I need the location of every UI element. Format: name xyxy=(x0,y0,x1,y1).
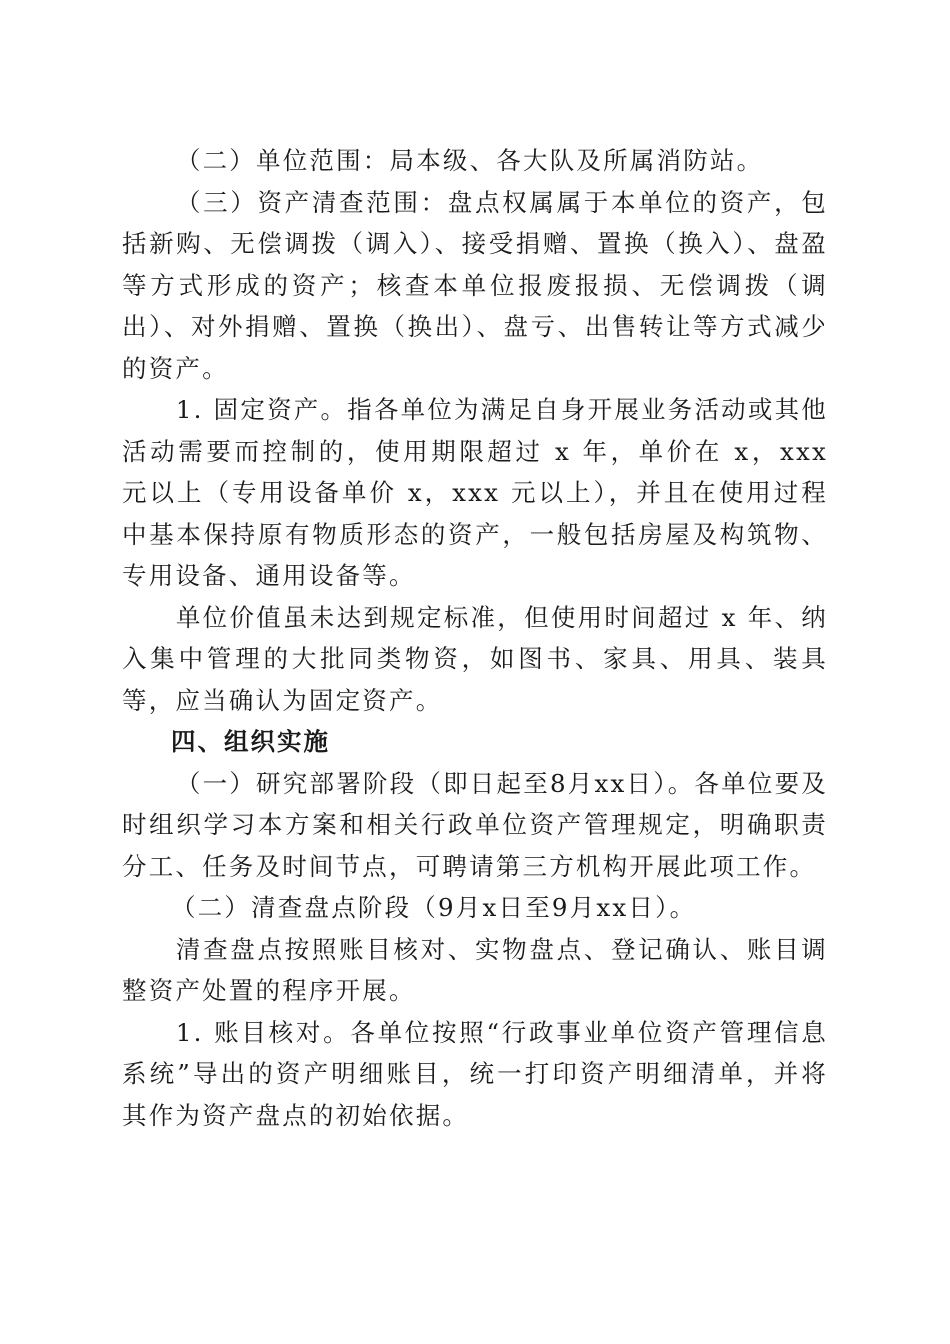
paragraph-account-check: 1. 账目核对。各单位按照“行政事业单位资产管理信息系统”导出的资产明细账目，统一打印资产明细清单，并将其作为资产盘点的初始依据。 xyxy=(122,1017,828,1130)
paragraph-unit-scope: （二）单位范围：局本级、各大队及所属消防站。 xyxy=(175,146,764,175)
document-body xyxy=(122,140,828,1136)
paragraph-inventory-procedure: 清查盘点按照账目核对、实物盘点、登记确认、账目调整资产处置的程序开展。 xyxy=(122,934,828,1005)
paragraph-fixed-assets-note: 单位价值虽未达到规定标准，但使用时间超过 x 年、纳入集中管理的大批同类物资，如图书、家具、用具、装具等，应当确认为固定资产。 xyxy=(122,602,828,715)
paragraph-research-phase: （一）研究部署阶段（即日起至8月xx日）。各单位要及时组织学习本方案和相关行政单位资产管理规定，明确职责分工、任务及时间节点，可聘请第三方机构开展此项工作。 xyxy=(122,768,828,881)
paragraph-fixed-assets: 1. 固定资产。指各单位为满足自身开展业务活动或其他活动需要而控制的，使用期限超过 x 年，单价在 x，xxx 元以上（专用设备单价 x，xxx 元以上），并且在使用过程中基本保持原有物质形态的资产，一般包括房屋及构筑物、专用设备、通用设备等。 xyxy=(122,395,828,590)
paragraph-inventory-phase: （二）清查盘点阶段（9月x日至9月xx日）。 xyxy=(171,893,697,922)
section-heading-implementation: 四、组织实施 xyxy=(171,727,330,756)
paragraph-asset-scope: （三）资产清查范围：盘点权属属于本单位的资产，包括新购、无偿调拨（调入）、接受捐赠、置换（换入）、盘盈等方式形成的资产；核查本单位报废报损、无偿调拨（调出）、对外捐赠、置换（换出）、盘亏、出售转让等方式减少的资产。 xyxy=(122,187,828,383)
